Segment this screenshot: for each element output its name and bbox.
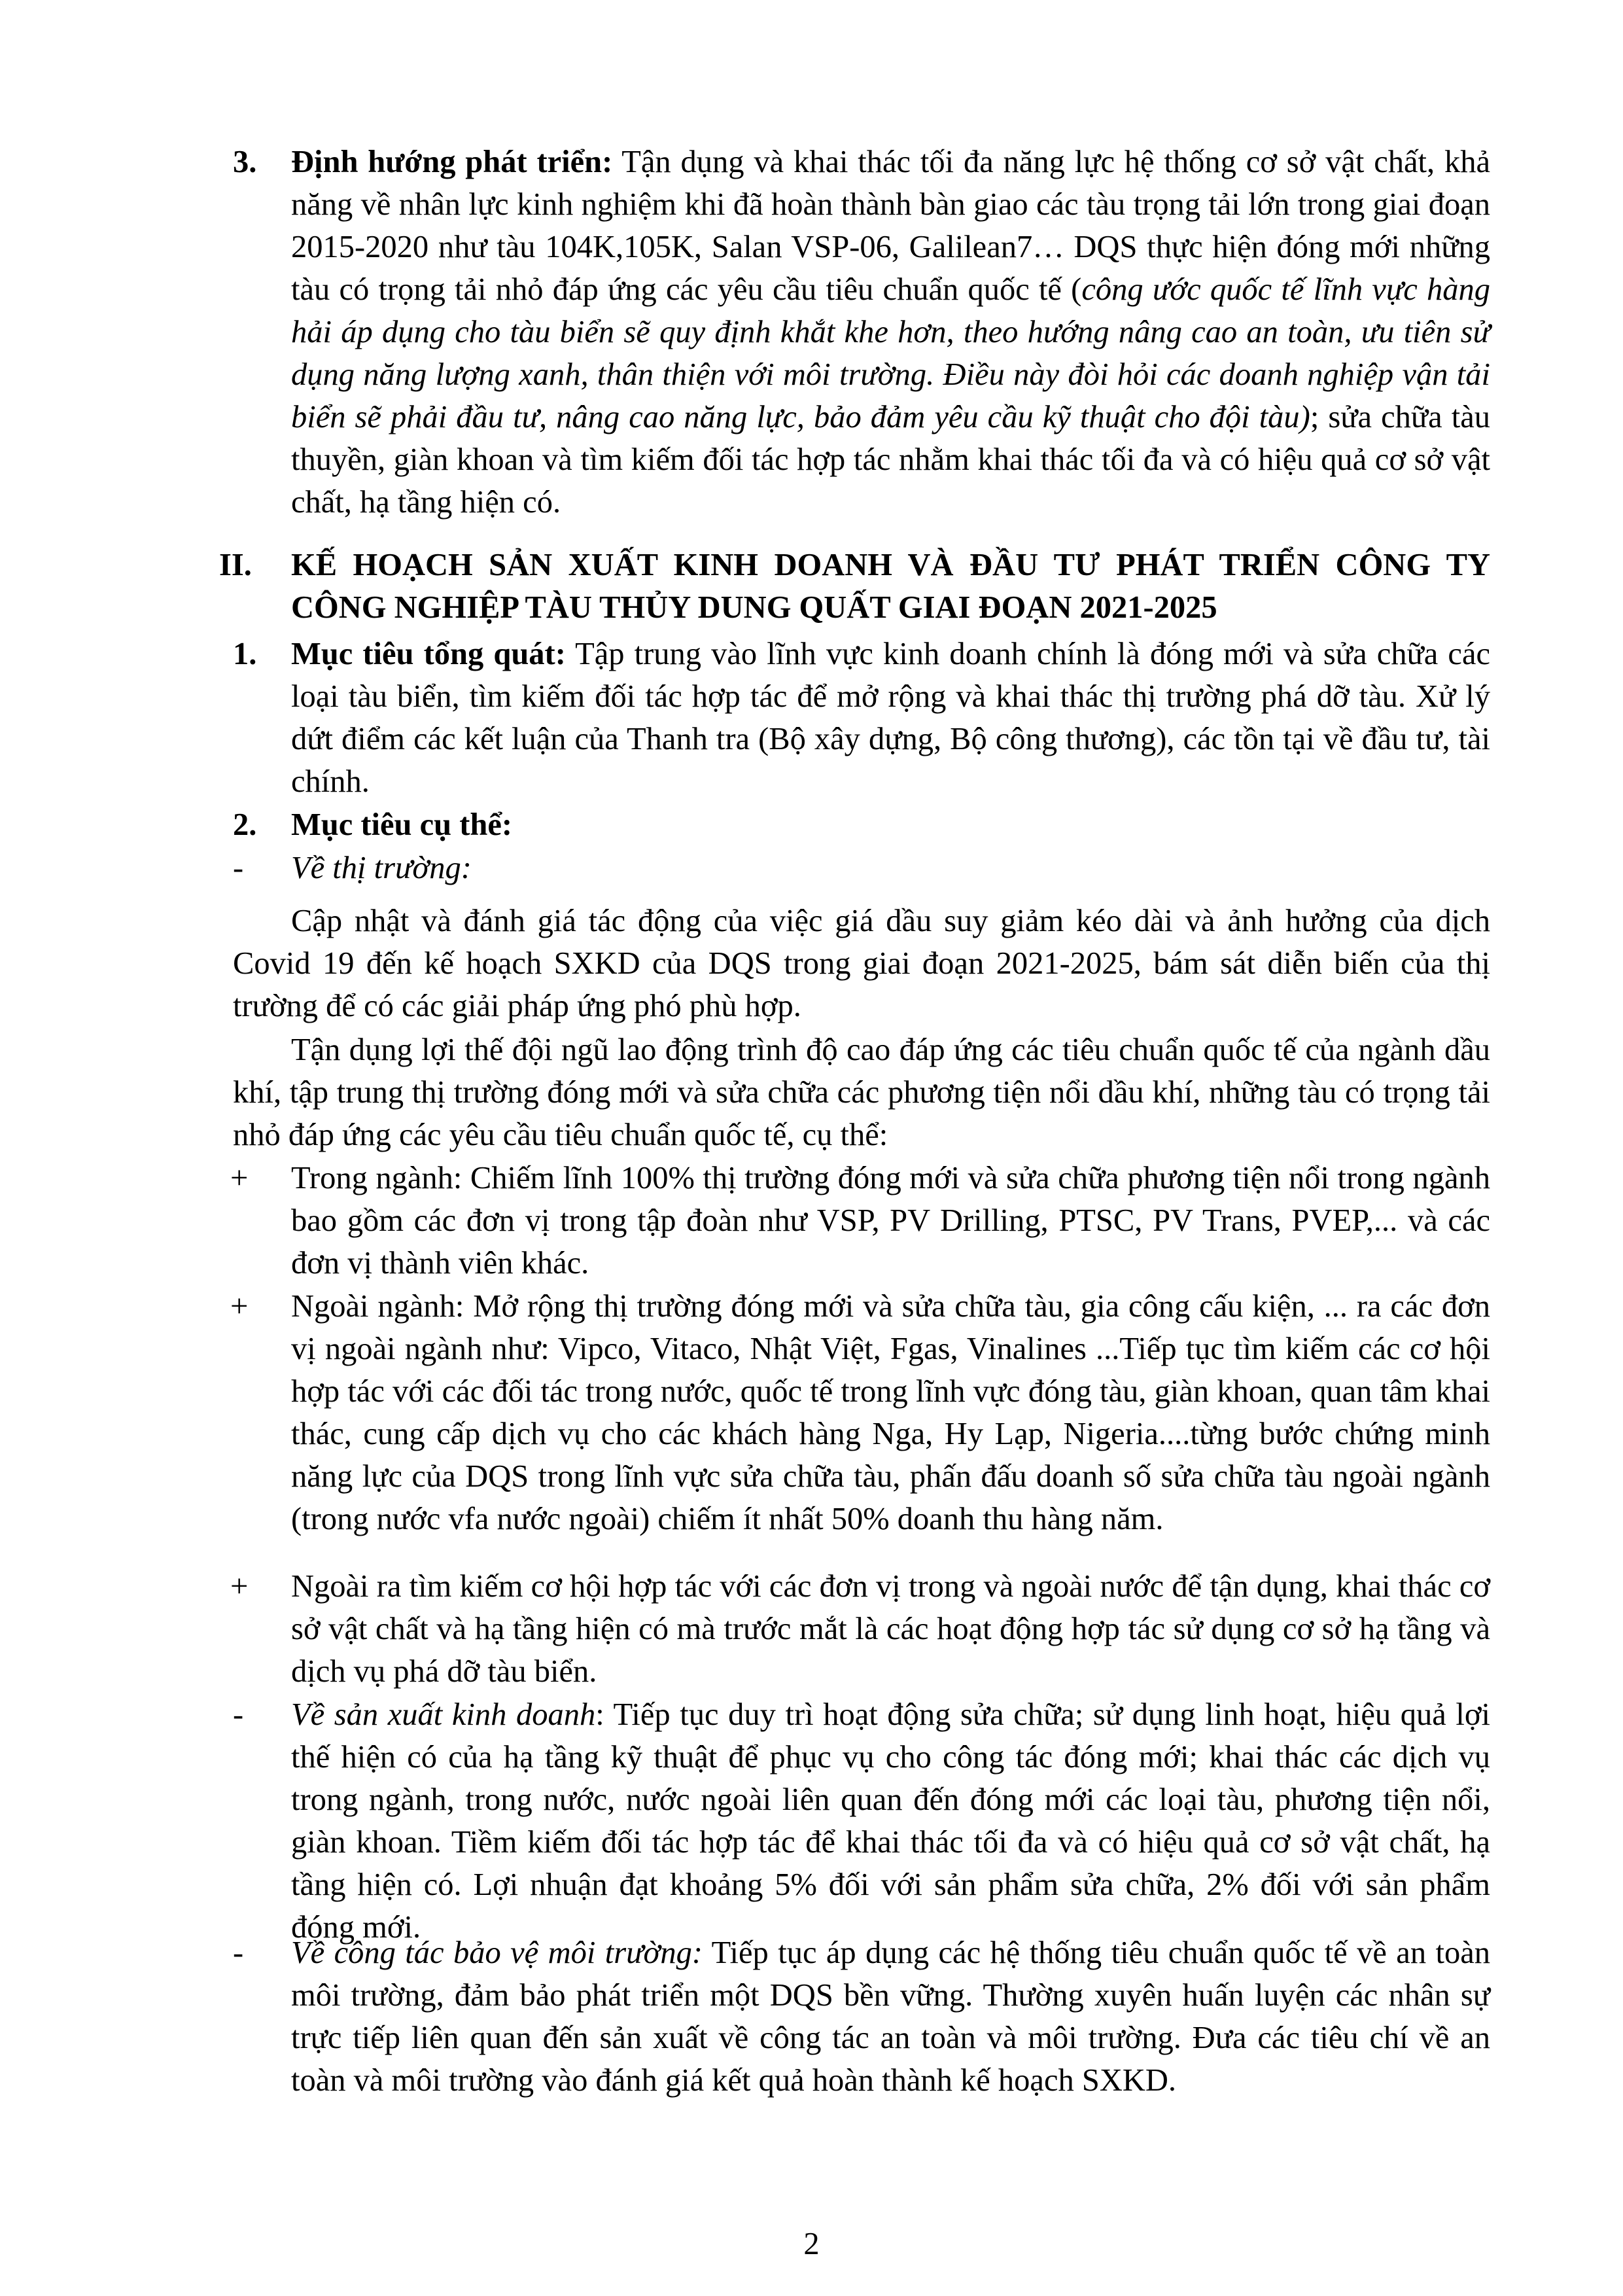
part-heading	[219, 544, 1490, 629]
environment-text: Tiếp tục áp dụng các hệ thống tiêu chuẩn quốc tế về an toàn môi trường, đảm bảo phát triển một DQS bền vững. Thường xuyên huấn luyện các nhân sự trực tiếp liên quan đến sản xuất về công tác an toàn và môi trường. Đưa các tiêu chí về an toàn và môi trường vào đánh giá kết quả hoàn thành kế hoạch SXKD.	[291, 1935, 1490, 2098]
market-bullet-domestic-industry	[230, 1157, 1490, 1284]
section-text: Tận dụng và khai thác tối đa năng lực hệ thống cơ sở vật chất, khả năng về nhân lực kinh nghiệm khi đã hoàn thành bàn giao các tàu trọng tải lớn trong giai đoạn 2015-2020 như tàu 104K,105K, Salan VSP-06, Galilean7… DQS thực hiện đóng mới những tàu có trọng tải nhỏ đáp ứng các yêu cầu tiêu chuẩn quốc tế (	[291, 145, 1490, 307]
bullet-text: Ngoài ngành: Mở rộng thị trường đóng mới và sửa chữa tàu, gia công cấu kiện, ... ra các đơn vị ngoài ngành như: Vipco, Vitaco, Nhật Việt, Fgas, Vinalines ...Tiếp tục tìm kiếm các cơ hội hợp tác với các đối tác trong nước, quốc tế trong lĩnh vực đóng tàu, giàn khoan, quan tâm khai thác, cung cấp dịch vụ cho các khách hàng Nga, Hy Lạp, Nigeria....từng bước chứng minh năng lực của DQS trong lĩnh vực sửa chữa tàu, phấn đấu doanh số sửa chữa tàu ngoài ngành (trong nước vfa nước ngoài) chiếm ít nhất 50% doanh thu hàng năm.	[291, 1289, 1490, 1536]
item-number: 2.	[233, 807, 257, 842]
market-paragraph-1: Cập nhật và đánh giá tác động của việc giá dầu suy giảm kéo dài và ảnh hưởng của dịch Covid 19 đến kế hoạch SXKD của DQS trong giai đoạn 2021-2025, bám sát diễn biến của thị trường để có các giải pháp ứng phó phù hợp.	[233, 904, 1490, 1023]
market-title: Về thị trường:	[291, 851, 472, 885]
bullet-text: Trong ngành: Chiếm lĩnh 100% thị trường đóng mới và sửa chữa phương tiện nổi trong ngành bao gồm các đơn vị trong tập đoàn như VSP, PV Drilling, PTSC, PV Trans, PVEP,... và các đơn vị thành viên khác.	[291, 1161, 1490, 1280]
section-body	[291, 141, 1490, 523]
environment-section	[233, 1932, 1490, 2102]
dash-marker: -	[233, 851, 244, 885]
specific-objectives	[233, 804, 1490, 846]
plus-marker: +	[230, 1161, 249, 1195]
dash-body	[291, 847, 1490, 889]
production-text: : Tiếp tục duy trì hoạt động sửa chữa; sử dụng linh hoạt, hiệu quả lợi thế hiện có của hạ tầng kỹ thuật để phục vụ cho công tác đóng mới; khai thác các dịch vụ trong ngành, trong nước, nước ngoài liên quan đến đóng mới các loại tàu, phương tiện nổi, giàn khoan. Tiềm kiếm đối tác hợp tác để khai thác tối đa và có hiệu quả cơ sở vật chất, hạ tầng hiện có. Lợi nhuận đạt khoảng 5% đối với sản phẩm sửa chữa, 2% đối với sản phẩm đóng mới.	[291, 1697, 1490, 1945]
section-heading: Định hướng phát triển:	[291, 145, 613, 179]
part-title: KẾ HOẠCH SẢN XUẤT KINH DOANH VÀ ĐẦU TƯ PHÁT TRIỂN CÔNG TY CÔNG NGHIỆP TÀU THỦY DUNG QUẤT GIAI ĐOẠN 2021-2025	[291, 548, 1490, 625]
item-body	[291, 804, 1490, 846]
plus-marker: +	[230, 1569, 249, 1604]
section-number: 3.	[233, 145, 257, 179]
page-number: 2	[803, 2227, 820, 2261]
production-heading: Về sản xuất kinh doanh	[291, 1697, 596, 1732]
dash-body	[291, 1693, 1490, 1949]
item-heading: Mục tiêu cụ thể:	[291, 807, 513, 842]
dash-marker: -	[233, 1697, 244, 1732]
dash-marker: -	[233, 1935, 244, 1970]
general-objective	[233, 633, 1490, 803]
market-paragraph-2: Tận dụng lợi thế đội ngũ lao động trình độ cao đáp ứng các tiêu chuẩn quốc tế của ngành dầu khí, tập trung thị trường đóng mới và sửa chữa các phương tiện nổi dầu khí, những tàu có trọng tải nhỏ đáp ứng các yêu cầu tiêu chuẩn quốc tế, cụ thể:	[233, 1033, 1490, 1152]
bullet-text: Ngoài ra tìm kiếm cơ hội hợp tác với các đơn vị trong và ngoài nước để tận dụng, khai thác cơ sở vật chất và hạ tầng hiện có mà trước mắt là các hoạt động hợp tác sử dụng cơ sở hạ tầng và dịch vụ phá dỡ tàu biển.	[291, 1569, 1490, 1689]
part-number: II.	[219, 548, 252, 582]
environment-heading: Về công tác bảo vệ môi trường:	[291, 1935, 703, 1970]
item-body	[291, 633, 1490, 803]
section-development-orientation	[233, 141, 1490, 523]
market-bullet-cooperation	[230, 1565, 1490, 1693]
item-heading: Mục tiêu tổng quát:	[291, 637, 566, 671]
production-section	[233, 1693, 1490, 1949]
dash-body	[291, 1932, 1490, 2102]
market-heading	[233, 847, 1490, 889]
section-text-tail: ; sửa chữa tàu thuyền, giàn khoan và tìm kiếm đối tác hợp tác nhằm khai thác tối đa và có hiệu quả cơ sở vật chất, hạ tầng hiện có.	[291, 400, 1490, 520]
market-bullet-outside-industry	[230, 1285, 1490, 1540]
item-number: 1.	[233, 637, 257, 671]
section-italic-text: công ước quốc tế lĩnh vực hàng hải áp dụng cho tàu biển sẽ quy định khắt khe hơn, theo hướng nâng cao an toàn, ưu tiên sử dụng năng lượng xanh, thân thiện với môi trường. Điều này đòi hỏi các doanh nghiệp vận tải biển sẽ phải đầu tư, nâng cao năng lực, bảo đảm yêu cầu kỹ thuật cho đội tàu)	[291, 272, 1491, 434]
plus-marker: +	[230, 1289, 249, 1324]
item-text: Tập trung vào lĩnh vực kinh doanh chính là đóng mới và sửa chữa các loại tàu biển, tìm kiếm đối tác hợp tác để mở rộng và khai thác thị trường phá dỡ tàu. Xử lý dứt điểm các kết luận của Thanh tra (Bộ xây dựng, Bộ công thương), các tồn tại về đầu tư, tài chính.	[291, 637, 1490, 799]
